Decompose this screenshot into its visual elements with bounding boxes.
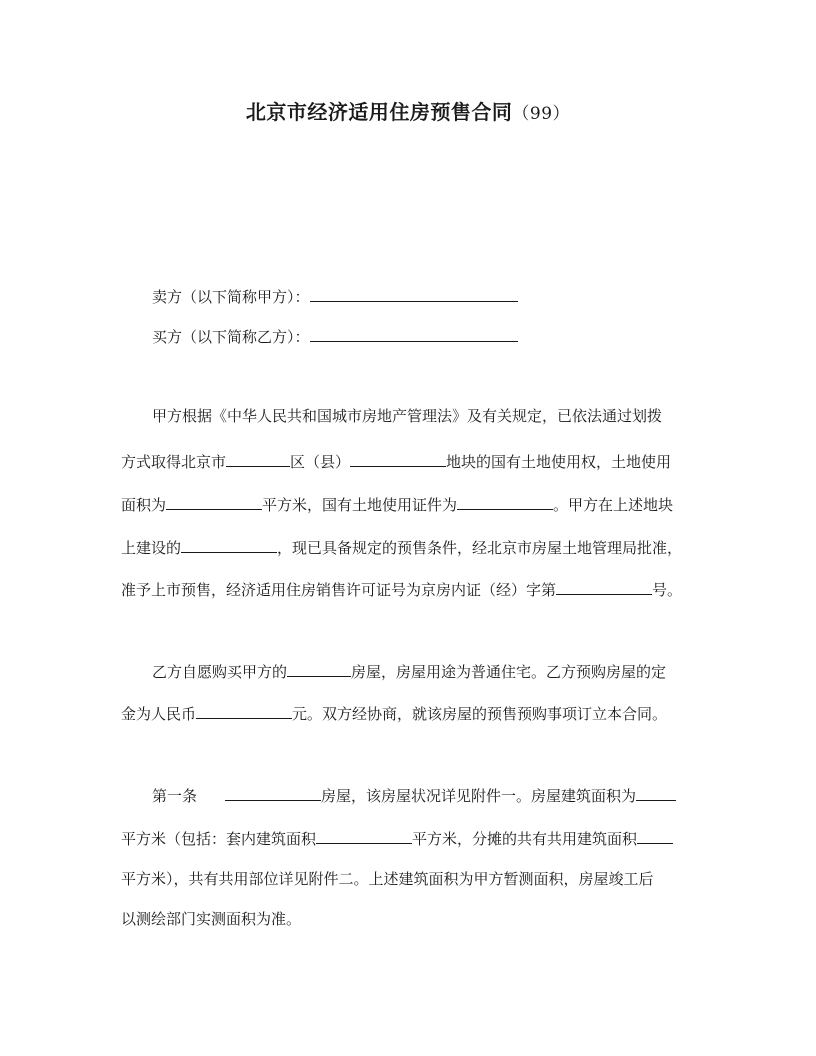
plot-blank[interactable] [350, 450, 446, 467]
p1-line-2 [121, 450, 671, 472]
house-blank[interactable] [287, 660, 351, 677]
p1-line-3 [121, 493, 673, 515]
p1-text: 面积为 [121, 496, 167, 514]
article-1-heading: 第一条 [152, 787, 198, 805]
p2-text: 元。双方经协商，就该房屋的预售预购事项订立本合同。 [292, 705, 668, 723]
article-1-line-2 [121, 827, 673, 849]
p2-line-2 [121, 702, 667, 724]
p2-line-1 [152, 660, 666, 682]
p1-text: ，现已具备规定的预售条件，经北京市房屋土地管理局批准， [277, 539, 683, 557]
buyer-label: 买方（以下简称乙方）： [152, 328, 310, 346]
title-suffix: （99） [512, 104, 571, 124]
p1-line-5 [121, 578, 682, 600]
seller-blank[interactable] [310, 285, 518, 302]
p3-text: 平方米），共有共用部位详见附件二。上述建筑面积为甲方暂测面积，房屋竣工后 [121, 870, 654, 888]
p1-text: 区（县） [290, 453, 351, 471]
building-area-blank[interactable] [636, 784, 676, 801]
seller-label: 卖方（以下简称甲方）： [152, 288, 310, 306]
p1-text: 准予上市预售，经济适用住房销售许可证号为京房内证（经）字第 [121, 581, 557, 599]
p1-text: 地块的国有土地使用权，土地使用 [446, 453, 672, 471]
article-1-line-4 [121, 909, 301, 929]
p1-line-4 [121, 536, 682, 558]
p1-text: 号。 [652, 581, 683, 599]
buyer-line [152, 325, 518, 347]
land-area-blank[interactable] [166, 493, 262, 510]
p3-text: 平方米，分摊的共有共用建筑面积 [412, 830, 638, 848]
p3-text: 平方米（包括：套内建筑面积 [121, 830, 317, 848]
house-location-blank[interactable] [225, 784, 321, 801]
page-title [0, 96, 816, 125]
p2-text: 金为人民币 [121, 705, 197, 723]
article-1-line-3 [121, 869, 654, 889]
p2-text: 房屋，房屋用途为普通住宅。乙方预购房屋的定 [351, 663, 667, 681]
p3-text: 房屋，该房屋状况详见附件一。房屋建筑面积为 [321, 787, 637, 805]
p1-text: 平方米，国有土地使用证件为 [262, 496, 458, 514]
p2-text: 乙方自愿购买甲方的 [152, 663, 288, 681]
inner-area-blank[interactable] [316, 827, 412, 844]
project-blank[interactable] [181, 536, 277, 553]
article-1-line-1 [152, 784, 676, 806]
title-text: 北京市经济适用住房预售合同 [245, 100, 513, 124]
land-cert-blank[interactable] [457, 493, 553, 510]
license-blank[interactable] [556, 578, 652, 595]
p1-text: 甲方根据《中华人民共和国城市房地产管理法》及有关规定，已依法通过划拨 [152, 407, 663, 425]
seller-line [152, 285, 518, 307]
deposit-blank[interactable] [196, 702, 292, 719]
buyer-blank[interactable] [310, 325, 518, 342]
shared-area-blank[interactable] [637, 827, 673, 844]
p1-line-1 [152, 406, 662, 426]
p1-text: 方式取得北京市 [121, 453, 227, 471]
p3-text: 以测绘部门实测面积为准。 [121, 910, 302, 928]
district-blank[interactable] [226, 450, 290, 467]
p1-text: 。甲方在上述地块 [553, 496, 674, 514]
p1-text: 上建设的 [121, 539, 182, 557]
